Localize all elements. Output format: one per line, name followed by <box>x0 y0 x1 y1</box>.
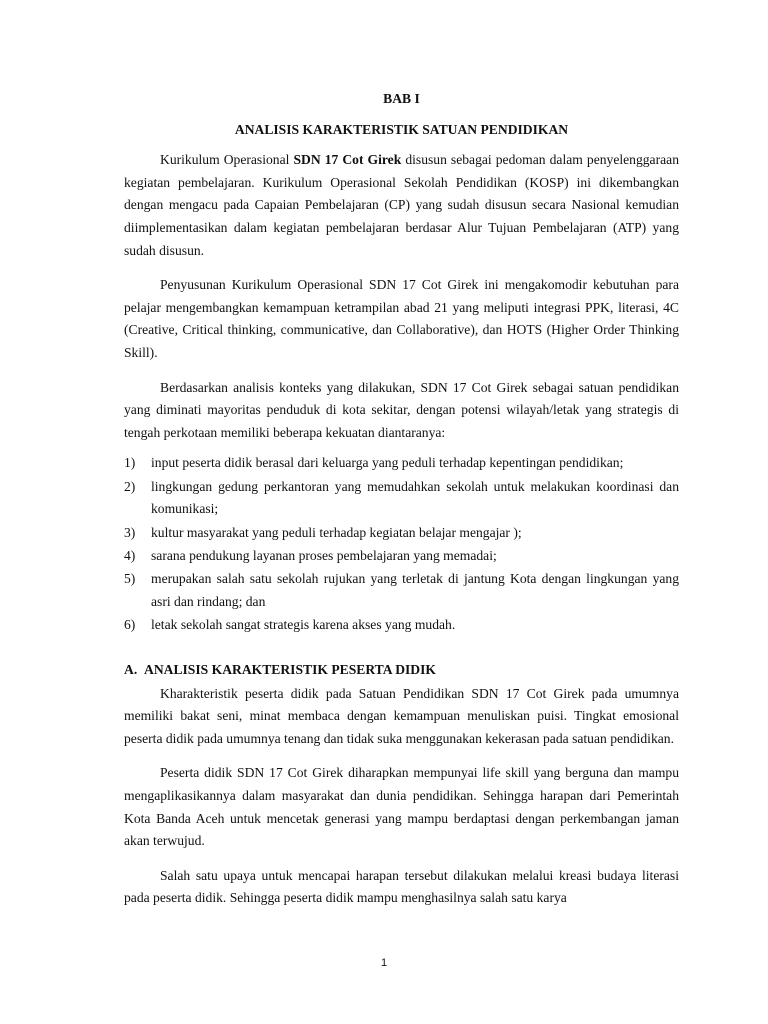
page-number: 1 <box>380 957 388 969</box>
paragraph-context: Berdasarkan analisis konteks yang dilakukan, SDN 17 Cot Girek sebagai satuan pendidikan yang diminati mayoritas penduduk di kota sekitar, dengan potensi wilayah/letak yang strategis di tengah perkotaan memiliki beberapa kekuatan diantaranya: <box>124 379 679 440</box>
list-item-text: merupakan salah satu sekolah rujukan yang terletak di jantung Kota dengan lingkungan yang asri dan rindang; dan <box>151 571 679 610</box>
paragraph-curriculum: Penyusunan Kurikulum Operasional SDN 17 Cot Girek ini mengakomodir kebutuhan para pelajar mengembangkan kemampuan ketrampilan abad 21 yang meliputi integrasi PPK, literasi, 4C (Creative, Critical thinking, communicative, dan Collaborative), dan HOTS (Higher Order Thinking Skill). <box>124 277 679 360</box>
list-item-number: 6) <box>124 617 136 633</box>
list-item-text: sarana pendukung layanan proses pembelajaran yang memadai; <box>151 548 497 564</box>
list-item <box>124 476 679 521</box>
list-item <box>124 452 679 475</box>
list-item-number: 5) <box>124 571 136 587</box>
list-item <box>124 568 679 613</box>
list-item-number: 3) <box>124 524 136 540</box>
list-item-text: input peserta didik berasal dari keluarga yang peduli terhadap kepentingan pendidikan; <box>151 455 624 471</box>
chapter-heading: BAB I <box>383 91 420 106</box>
paragraph-intro-post: disusun sebagai pedoman dalam penyelenggaraan kegiatan pembelajaran. Kurikulum Operasional Sekolah Pendidikan (KOSP) ini dikembangkan dengan mengacu pada Capaian Pembelajaran (CP) yang sudah disusun secara Nasional kemudian diimplementasikan dalam kegiatan pembelajaran berdasar Alur Tujuan Pembelajaran (ATP) yang sudah disusun. <box>124 152 679 258</box>
list-item-number: 2) <box>124 478 136 494</box>
list-item <box>124 522 679 545</box>
section-heading-a <box>124 659 679 682</box>
document-page <box>124 88 679 922</box>
list-item <box>124 614 679 637</box>
list-item-text: letak sekolah sangat strategis karena akses yang mudah. <box>151 617 456 633</box>
list-item-number: 4) <box>124 548 136 564</box>
strengths-list <box>124 452 679 637</box>
list-item <box>124 545 679 568</box>
section-letter: A. <box>124 662 138 678</box>
paragraph-intro <box>124 149 679 262</box>
paragraph-life-skill: Peserta didik SDN 17 Cot Girek diharapkan mempunyai life skill yang berguna dan mampu mengaplikasikannya dalam masyarakat dan dunia pendidikan. Sehingga harapan dari Pemerintah Kota Banda Aceh untuk mencetak generasi yang mampu berdaptasi dengan perkembangan jaman akan terwujud. <box>124 765 679 849</box>
paragraph-literacy: Salah satu upaya untuk mencapai harapan tersebut dilakukan melalui kreasi budaya literasi pada peserta didik. Sehingga peserta didik mampu menghasilnya salah satu karya <box>124 867 679 906</box>
page-title: ANALISIS KARAKTERISTIK SATUAN PENDIDIKAN <box>234 121 569 137</box>
paragraph-students-character: Kharakteristik peserta didik pada Satuan Pendidikan SDN 17 Cot Girek pada umumnya memiliki bakat seni, minat membaca dengan kemampuan menuliskan puisi. Tingkat emosional peserta didik pada umumnya tenang dan tidak suka menggunakan kekerasan pada satuan pendidikan. <box>124 685 679 746</box>
school-name-bold: SDN 17 Cot Girek <box>293 152 402 168</box>
list-item-text: kultur masyarakat yang peduli terhadap kegiatan belajar mengajar ); <box>151 524 522 540</box>
section-title: ANALISIS KARAKTERISTIK PESERTA DIDIK <box>144 662 436 678</box>
paragraph-intro-pre: Kurikulum Operasional <box>160 152 294 168</box>
list-item-text: lingkungan gedung perkantoran yang memudahkan sekolah untuk melakukan koordinasi dan komunikasi; <box>151 478 679 517</box>
list-item-number: 1) <box>124 455 136 471</box>
